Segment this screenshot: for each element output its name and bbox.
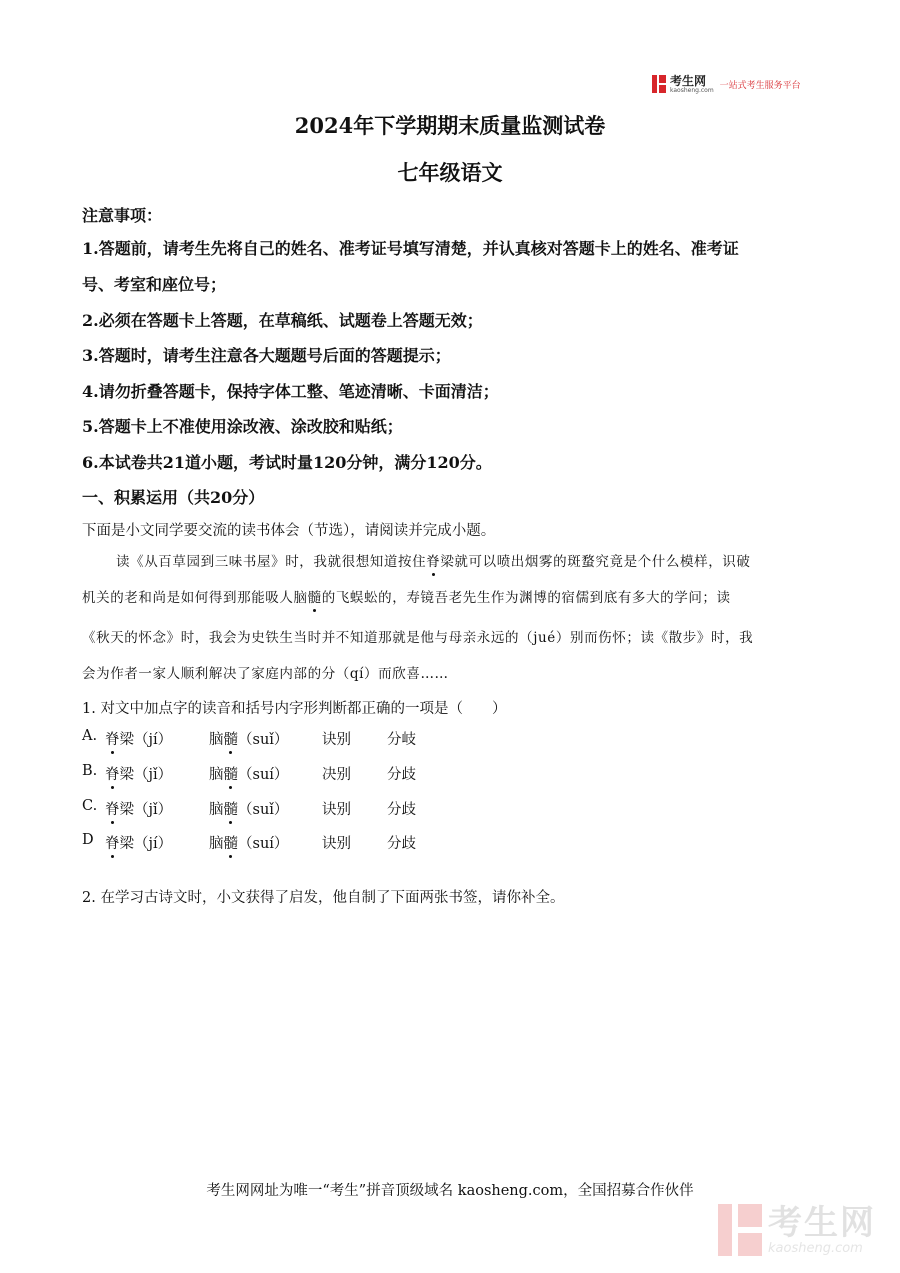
- notes-item: 号、考室和座位号；: [82, 275, 227, 294]
- option-b: B. 脊梁（jǐ） 脑髓（suí） 决别 分歧: [82, 763, 416, 783]
- brand-slogan: 一站式考生服务平台: [719, 80, 801, 91]
- brand-logo: [652, 72, 801, 96]
- exam-subtitle: 七年级语文: [397, 160, 503, 185]
- kaosheng-logo-icon: [652, 75, 666, 93]
- brand-name: 考生网: [670, 73, 707, 88]
- question-2-stem: 2. 在学习古诗文时，小文获得了启发，他自制了下面两张书签，请你补全。: [82, 890, 565, 906]
- option-d: D 脊梁（jí） 脑髓（suí） 诀别 分歧: [82, 832, 416, 852]
- watermark-name: 考生网: [768, 1202, 876, 1243]
- notes-heading: 注意事项：: [82, 206, 163, 225]
- dotted-char: 脊: [105, 732, 120, 748]
- dotted-char: 脊: [105, 767, 120, 783]
- dotted-char: 脊: [105, 802, 120, 818]
- passage-line: 读《从百草园到三味书屋》时，我就很想知道按住脊梁就可以喷出烟雾的斑蝥究竟是个什么模样，识破: [116, 554, 751, 570]
- brand-domain: kaosheng.com: [670, 86, 714, 94]
- exam-title: 2024年下学期期末质量监测试卷: [294, 113, 606, 138]
- notes-item: 1.答题前，请考生先将自己的姓名、准考证号填写清楚，并认真核对答题卡上的姓名、准考证: [82, 239, 739, 258]
- dotted-char: 脊: [426, 554, 441, 570]
- notes-item: 6.本试卷共21道小题，考试时量120分钟，满分120分。: [82, 453, 492, 472]
- dotted-char: 脊: [105, 836, 120, 852]
- passage-line: 《秋天的怀念》时，我会为史铁生当时并不知道那就是他与母亲永远的（jué）别而伤怀；读《散步》时，我: [82, 630, 754, 646]
- dotted-char: 髓: [307, 590, 322, 606]
- question-1-stem: 1. 对文中加点字的读音和括号内字形判断都正确的一项是（ ）: [82, 701, 507, 717]
- option-c: C. 脊梁（jǐ） 脑髓（suǐ） 诀别 分歧: [82, 798, 416, 818]
- watermark-domain: kaosheng.com: [768, 1240, 863, 1256]
- page-footer: 考生网网址为唯一“考生”拼音顶级域名 kaosheng.com，全国招募合作伙伴: [206, 1183, 694, 1199]
- notes-item: 3.答题时，请考生注意各大题题号后面的答题提示；: [82, 346, 451, 365]
- notes-item: 4.请勿折叠答题卡，保持字体工整、笔迹清晰、卡面清洁；: [82, 382, 499, 401]
- section-intro: 下面是小文同学要交流的读书体会（节选），请阅读并完成小题。: [82, 523, 496, 539]
- kaosheng-watermark-icon: [718, 1204, 762, 1256]
- notes-item: 5.答题卡上不准使用涂改液、涂改胶和贴纸；: [82, 417, 403, 436]
- passage-line: 会为作者一家人顺利解决了家庭内部的分（qí）而欣喜……: [82, 666, 449, 682]
- notes-item: 2.必须在答题卡上答题，在草稿纸、试题卷上答题无效；: [82, 311, 483, 330]
- passage-line: 机关的老和尚是如何得到那能吸人脑髓的飞蜈蚣的，寿镜吾老先生作为渊博的宿儒到底有多大的学问；读: [82, 590, 731, 606]
- dotted-char: 髓: [223, 767, 238, 783]
- dotted-char: 髓: [223, 836, 238, 852]
- dotted-char: 髓: [223, 802, 238, 818]
- section-heading: 一、积累运用（共20分）: [82, 488, 265, 507]
- option-a: A. 脊梁（jí） 脑髓（suǐ） 诀别 分岐: [82, 728, 416, 748]
- watermark: [718, 1204, 876, 1256]
- dotted-char: 髓: [223, 732, 238, 748]
